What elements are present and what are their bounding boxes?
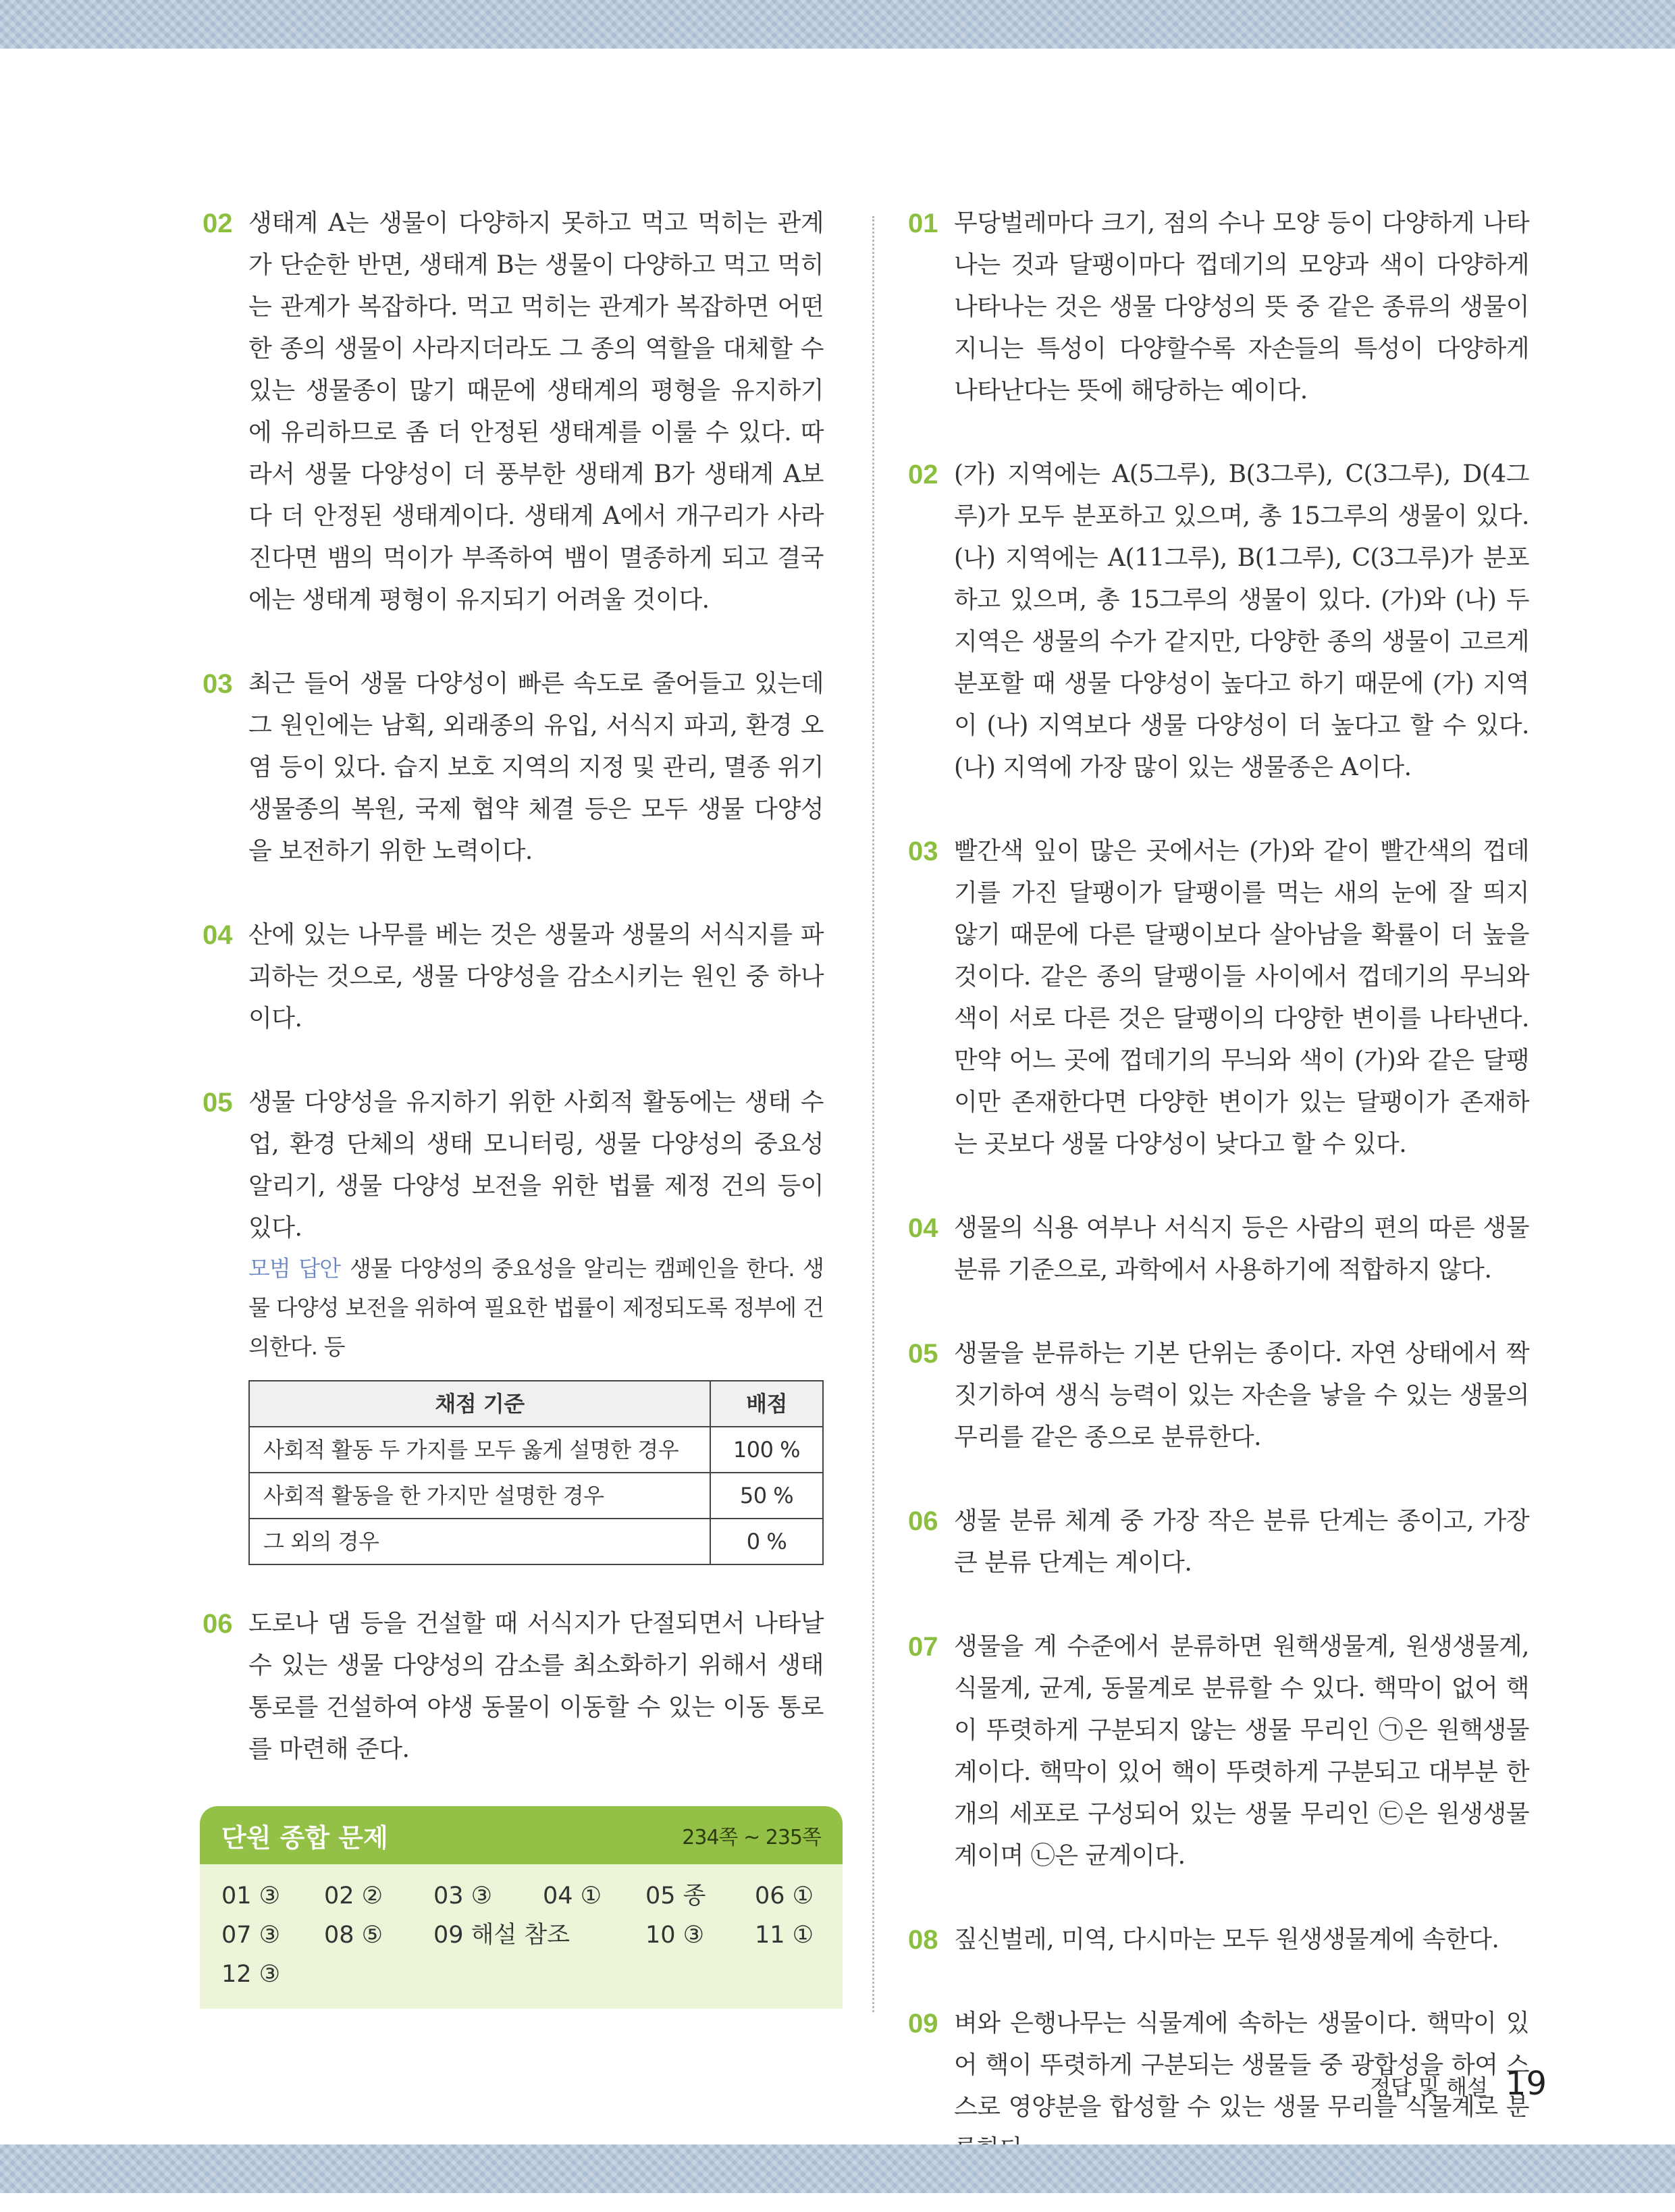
table-header-row xyxy=(249,1381,823,1427)
item-number: 05 xyxy=(203,1088,233,1117)
column-divider xyxy=(872,216,874,2012)
item-text: 생물을 계 수준에서 분류하면 원핵생물계, 원생생물계, 식물계, 균계, 동물계로 분류할 수 있다. 핵막이 없어 핵이 뚜렷하게 구분되지 않는 생물 무리인 ㉠은 원핵생물계이다. 핵막이 있어 핵이 뚜렷하게 구분되고 대부분 한 개의 세포로 구성되어 있는 생물 무리인 ㉢은 원생생물계이며 ㉡은 균계이다. xyxy=(954,1633,1529,1870)
item-number: 09 xyxy=(908,2009,938,2038)
item-number: 08 xyxy=(908,1925,938,1955)
item-number: 01 xyxy=(908,209,938,238)
table-row xyxy=(249,1427,823,1473)
table-cell: 0 % xyxy=(710,1519,823,1564)
scoring-table xyxy=(248,1380,824,1565)
table-row xyxy=(249,1473,823,1519)
answer-cell: 12 ③ xyxy=(221,1961,281,1988)
item-text: 산에 있는 나무를 베는 것은 생물과 생물의 서식지를 파괴하는 것으로, 생물 다양성을 감소시키는 원인 중 하나이다. xyxy=(248,921,824,1032)
item-text-block xyxy=(248,1082,824,1565)
answer-item-05 xyxy=(203,1082,824,1565)
item-number: 03 xyxy=(203,669,233,699)
item-text: 무당벌레마다 크기, 점의 수나 모양 등이 다양하게 나타나는 것과 달팽이마다 껍데기의 모양과 색이 다양하게 나타나는 것은 생물 다양성의 뜻 중 같은 종류의 생물이 지니는 특성이 다양할수록 자손들의 특성이 다양하게 나타난다는 뜻에 해당하는 예이다. xyxy=(954,209,1529,404)
answer-cell: 10 ③ xyxy=(645,1922,705,1949)
answer-cell: 05 종 xyxy=(645,1882,706,1910)
item-number: 02 xyxy=(908,460,938,490)
unit-summary-title: 단원 종합 문제 xyxy=(221,1822,388,1853)
item-text: 생물 분류 체계 중 가장 작은 분류 단계는 종이고, 가장 큰 분류 단계는 계이다. xyxy=(954,1507,1529,1577)
table-cell: 그 외의 경우 xyxy=(249,1519,710,1564)
item-text: 빨간색 잎이 많은 곳에서는 (가)와 같이 빨간색의 껍데기를 가진 달팽이가 달팽이를 먹는 새의 눈에 잘 띄지 않기 때문에 다른 달팽이보다 살아남을 확률이 더 높을 것이다. 같은 종의 달팽이들 사이에서 껍데기의 무늬와 색이 서로 다른 것은 달팽이의 다양한 변이를 나타낸다. 만약 어느 곳에 껍데기의 무늬와 색이 (가)와 같은 달팽이만 존재한다면 다양한 변이가 있는 달팽이가 존재하는 곳보다 생물 다양성이 낮다고 할 수 있다. xyxy=(954,837,1529,1158)
item-number: 07 xyxy=(908,1632,938,1662)
answer-item-r06 xyxy=(908,1500,1529,1584)
left-column xyxy=(203,203,824,1812)
item-text: 생물을 분류하는 기본 단위는 종이다. 자연 상태에서 짝짓기하여 생식 능력이 있는 자손을 낳을 수 있는 생물의 무리를 같은 종으로 분류한다. xyxy=(954,1340,1529,1451)
answer-cell: 03 ③ xyxy=(433,1882,493,1910)
answer-cell: 07 ③ xyxy=(221,1922,281,1949)
answer-item-r01 xyxy=(908,203,1529,412)
item-number: 06 xyxy=(203,1609,233,1639)
answer-cell: 04 ① xyxy=(543,1882,602,1910)
answer-item-06 xyxy=(203,1603,824,1770)
item-text: (가) 지역에는 A(5그루), B(3그루), C(3그루), D(4그루)가 모두 분포하고 있으며, 총 15그루의 생물이 있다. (나) 지역에는 A(11그루), B(1그루), C(3그루)가 분포하고 있으며, 총 15그루의 생물이 있다. (가)와 (나) 두 지역은 생물의 수가 같지만, 다양한 종의 생물이 고르게 분포할 때 생물 다양성이 높다고 하기 때문에 (가) 지역이 (나) 지역보다 생물 다양성이 더 높다고 할 수 있다. (나) 지역에 가장 많이 있는 생물종은 A이다. xyxy=(954,460,1529,781)
unit-summary-box xyxy=(200,1806,843,2009)
footer-label: 정답 및 해설 xyxy=(1370,2074,1488,2100)
table-header: 배점 xyxy=(710,1381,823,1427)
model-answer-label: 모범 답안 xyxy=(248,1255,340,1282)
model-answer-text: 생물 다양성의 중요성을 알리는 캠페인을 한다. 생물 다양성 보전을 위하여 필요한 법률이 제정되도록 정부에 건의한다. 등 xyxy=(248,1255,824,1360)
answer-item-04 xyxy=(203,914,824,1040)
page-footer xyxy=(1370,2065,1547,2103)
answer-cell: 06 ① xyxy=(755,1882,814,1910)
answer-item-r08 xyxy=(908,1919,1529,1961)
answer-item-r03 xyxy=(908,831,1529,1165)
answer-item-02 xyxy=(203,203,824,621)
item-number: 04 xyxy=(203,920,233,950)
answer-item-r05 xyxy=(908,1333,1529,1458)
table-cell: 사회적 활동 두 가지를 모두 옳게 설명한 경우 xyxy=(249,1427,710,1473)
item-text: 생물 다양성을 유지하기 위한 사회적 활동에는 생태 수업, 환경 단체의 생태 모니터링, 생물 다양성의 중요성 알리기, 생물 다양성 보전을 위한 법률 제정 건의 등이 있다. xyxy=(248,1088,824,1242)
table-cell: 100 % xyxy=(710,1427,823,1473)
item-number: 04 xyxy=(908,1213,938,1243)
answer-cell: 11 ① xyxy=(755,1922,814,1949)
table-cell: 50 % xyxy=(710,1473,823,1519)
table-cell: 사회적 활동을 한 가지만 설명한 경우 xyxy=(249,1473,710,1519)
item-text: 짚신벌레, 미역, 다시마는 모두 원생생물계에 속한다. xyxy=(954,1926,1499,1953)
item-text: 생태계 A는 생물이 다양하지 못하고 먹고 먹히는 관계가 단순한 반면, 생태계 B는 생물이 다양하고 먹고 먹히는 관계가 복잡하다. 먹고 먹히는 관계가 복잡하면 어떤 한 종의 생물이 사라지더라도 그 종의 역할을 대체할 수 있는 생물종이 많기 때문에 생태계의 평형을 유지하기에 유리하므로 좀 더 안정된 생태계를 이룰 수 있다. 따라서 생물 다양성이 더 풍부한 생태계 B가 생태계 A보다 더 안정된 생태계이다. 생태계 A에서 개구리가 사라진다면 뱀의 먹이가 부족하여 뱀이 멸종하게 되고 결국에는 생태계 평형이 유지되기 어려울 것이다. xyxy=(248,209,824,614)
unit-summary-header xyxy=(200,1806,843,1864)
item-number: 05 xyxy=(908,1339,938,1369)
table-header: 채점 기준 xyxy=(249,1381,710,1427)
answer-item-r04 xyxy=(908,1207,1529,1291)
page-number: 19 xyxy=(1505,2065,1547,2103)
unit-answer-grid xyxy=(200,1864,843,1994)
item-text: 최근 들어 생물 다양성이 빠른 속도로 줄어들고 있는데 그 원인에는 남획, 외래종의 유입, 서식지 파괴, 환경 오염 등이 있다. 습지 보호 지역의 지정 및 관리, 멸종 위기 생물종의 복원, 국제 협약 체결 등은 모두 생물 다양성을 보전하기 위한 노력이다. xyxy=(248,670,824,865)
answer-cell: 02 ② xyxy=(324,1882,383,1910)
item-text: 생물의 식용 여부나 서식지 등은 사람의 편의 따른 생물 분류 기준으로, 과학에서 사용하기에 적합하지 않다. xyxy=(954,1214,1529,1284)
table-row xyxy=(249,1519,823,1564)
top-pattern-band xyxy=(0,0,1675,49)
unit-summary-pages: 234쪽 ~ 235쪽 xyxy=(682,1826,821,1849)
bottom-pattern-band xyxy=(0,2144,1675,2193)
answer-item-03 xyxy=(203,663,824,872)
answer-cell: 09 해설 참조 xyxy=(433,1922,570,1949)
item-text: 도로나 댐 등을 건설할 때 서식지가 단절되면서 나타날 수 있는 생물 다양성의 감소를 최소화하기 위해서 생태 통로를 건설하여 야생 동물이 이동할 수 있는 이동 통로를 마련해 준다. xyxy=(248,1610,824,1763)
right-column xyxy=(908,203,1529,2212)
item-text: 벼와 은행나무는 식물계에 속하는 생물이다. 핵막이 있어 핵이 뚜렷하게 구분되는 생물들 중 광합성을 하여 스스로 영양분을 합성할 수 있는 생물 무리를 식물계로 분 xyxy=(954,2009,1529,2121)
item-number: 03 xyxy=(908,837,938,866)
answer-cell: 01 ③ xyxy=(221,1882,281,1910)
answer-cell: 08 ⑤ xyxy=(324,1922,383,1949)
answer-item-r07 xyxy=(908,1626,1529,1877)
answer-item-r02 xyxy=(908,454,1529,789)
item-number: 06 xyxy=(908,1506,938,1536)
item-number: 02 xyxy=(203,209,233,238)
model-answer xyxy=(248,1249,824,1367)
